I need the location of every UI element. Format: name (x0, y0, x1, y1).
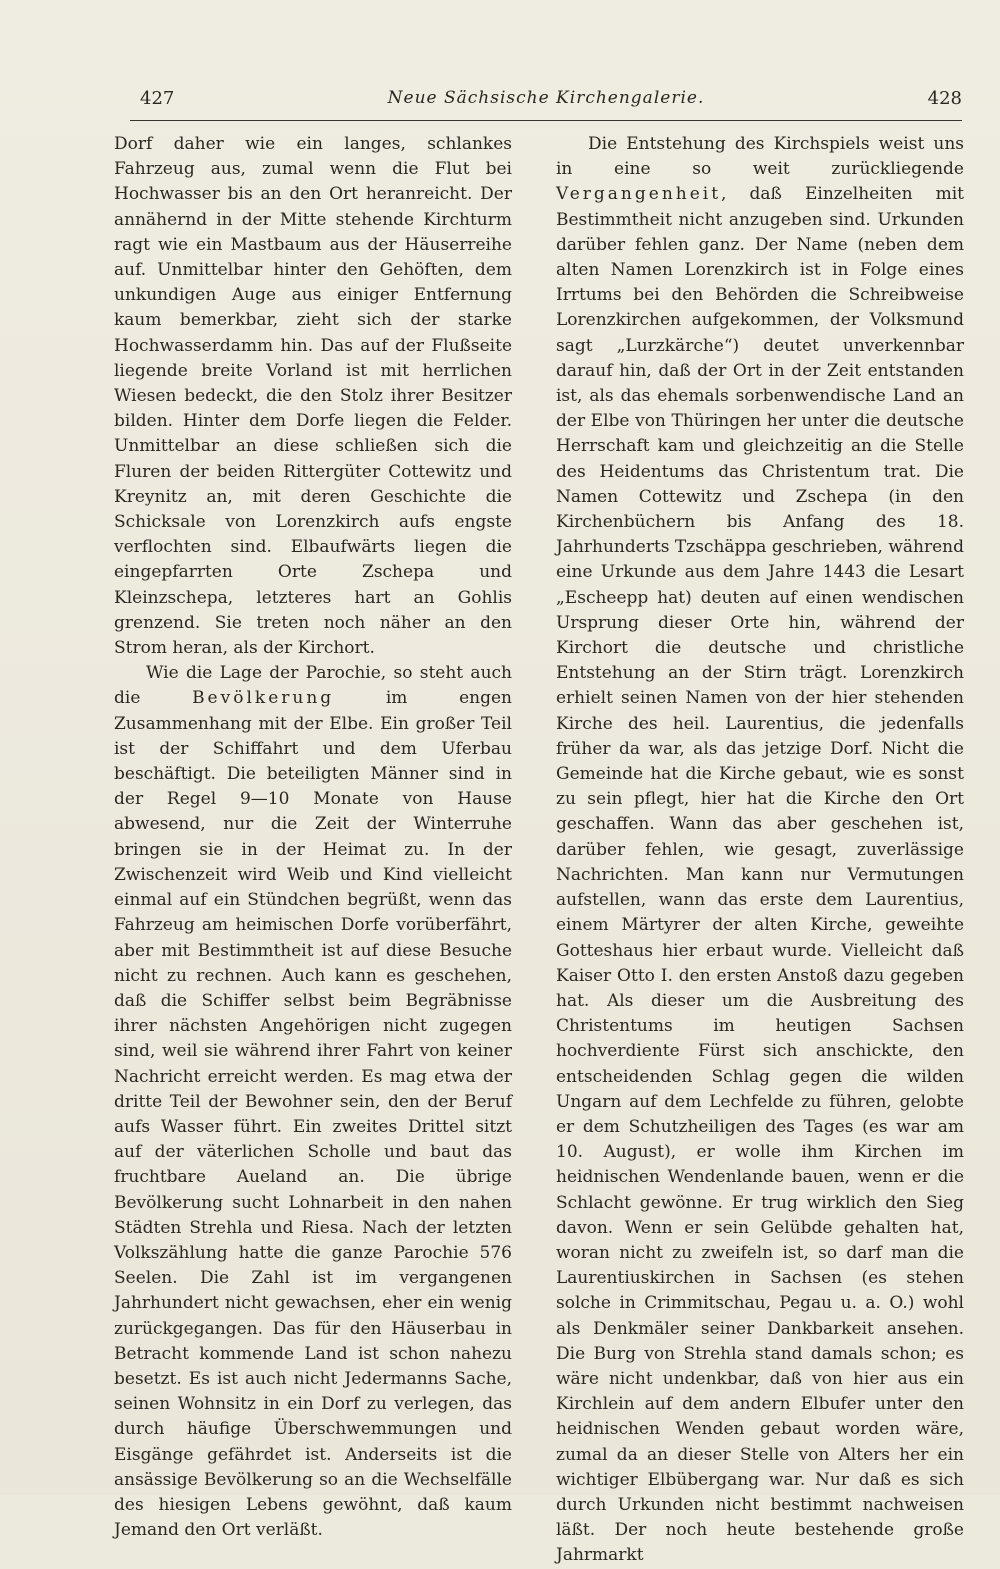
page-number-left: 427 (140, 88, 175, 109)
paragraph: Dorf daher wie ein langes, schlankes Fahrzeug aus, zumal wenn die Flut bei Hochwasser bis an den Ort heranreicht. Der annähernd in der Mitte stehende Kirchturm ragt wie ein Mastbaum aus der Häuserreihe auf. Unmittelbar hinter den Gehöften, dem unkundigen Auge aus einiger Entfernung kaum bemerkbar, zieht sich der starke Hochwasserdamm hin. Das auf der Flußseite liegende breite Vorland ist mit herrlichen Wiesen bedeckt, die den Stolz ihrer Besitzer bilden. Hinter dem Dorfe liegen die Felder. Unmittelbar an diese schließen sich die Fluren der beiden Rittergüter Cottewitz und Kreynitz an, mit deren Geschichte die Schicksale von Lorenzkirch aufs engste verflochten sind. Elbaufwärts liegen die eingepfarrten Orte Zschepa und Kleinzschepa, letzteres hart an Gohlis grenzend. Sie treten noch näher an den Strom heran, als der Kirchort. (114, 134, 512, 659)
page-header (130, 88, 962, 121)
paragraph (556, 132, 964, 1569)
right-column (556, 132, 964, 1566)
running-title: Neue Sächsische Kirchengalerie. (387, 88, 705, 108)
text-span: Die Entstehung des Kirchspiels weist uns in eine so weit zurückliegende (556, 134, 964, 180)
text-span: Wie die Lage der Parochie, so steht auch die (114, 663, 512, 709)
paragraph (114, 661, 512, 1543)
emphasized-term: Vergangenheit (556, 184, 722, 205)
emphasized-term: Bevölkerung (192, 688, 335, 709)
text-span: , daß Einzelheiten mit Bestimmtheit nicht anzugeben sind. Urkunden darüber fehlen ganz. Der Name (neben dem alten Namen Lorenzkirch ist in Folge eines Irrtums bei den Behörden die Schreibweise Lorenzkirchen aufgekommen, der Volksmund sagt „Lurzkärche“) deutet unverkennbar darauf hin, daß der Ort in der Zeit entstanden ist, als das ehemals sorbenwendische Land an der Elbe von Thüringen her unter die deutsche Herrschaft kam und gleichzeitig an die Stelle des Heidentums das Christentum trat. Die Namen Cottewitz und Zschepa (in den Kirchenbüchern bis Anfang des 18. Jahrhunderts Tzschäppa geschrieben, während eine Urkunde aus dem Jahre 1443 die Lesart „Escheepp hat) deuten auf einen wendischen Ursprung dieser Orte hin, während der Kirchort die deutsche und christliche Entstehung an der Stirn trägt. Lorenzkirch erhielt seinen Namen von der hier stehenden Kirche des heil. Laurentius, die jedenfalls früher da war, als das jetzige Dorf. Nicht die Gemeinde hat die Kirche gebaut, wie es sonst zu sein pflegt, hier hat die Kirche den Ort geschaffen. Wann das aber geschehen ist, darüber fehlen, wie gesagt, zuverlässige Nachrichten. Man kann nur Vermutungen aufstellen, wann das erste dem Laurentius, einem Märtyrer der alten Kirche, geweihte Gotteshaus hier erbaut wurde. Vielleicht daß Kaiser Otto I. den ersten Anstoß dazu gegeben hat. Als dieser um die Ausbreitung des Christentums im heutigen Sachsen hochverdiente Fürst sich anschickte, den entscheidenden Schlag gegen die wilden Ungarn auf dem Lechfelde zu führen, gelobte er dem Schutzheiligen des Tages (es war am 10. August), er wolle ihm Kirchen im heidnischen Wendenlande bauen, wenn er die Schlacht gewönne. Er trug wirklich den Sieg davon. Wenn er sein Gelübde gehalten hat, woran nicht zu zweifeln ist, so darf man die Laurentiuskirchen in Sachsen (es stehen solche in Crimmitschau, Pegau u. a. O.) wohl als Denkmäler seiner Dankbarkeit ansehen. Die Burg von Strehla stand damals schon; es wäre nicht undenkbar, daß von hier aus ein Kirchlein auf dem andern Elbufer unter den heidnischen Wenden gebaut worden wäre, zumal da an dieser Stelle von Alters her ein wichtiger Elbübergang war. Nur daß es sich durch Urkunden nicht bestimmt nachweisen läßt. Der noch heute bestehende große Jahrmarkt (556, 184, 964, 1566)
left-column (114, 132, 512, 1541)
page-number-right: 428 (927, 88, 962, 109)
text-span: im engen Zusammenhang mit der Elbe. Ein großer Teil ist der Schiffahrt und dem Uferbau beschäftigt. Die beteiligten Männer sind in der Regel 9—10 Monate von Hause abwesend, nur die Zeit der Winterruhe bringen sie in der Heimat zu. In der Zwischenzeit wird Weib und Kind vielleicht einmal auf ein Stündchen begrüßt, wenn das Fahrzeug am heimischen Dorfe vorüberfährt, aber mit Bestimmtheit ist auf diese Besuche nicht zu rechnen. Auch kann es geschehen, daß die Schiffer selbst beim Begräbnisse ihrer nächsten Angehörigen nicht zugegen sind, weil sie während ihrer Fahrt von keiner Nachricht erreicht werden. Es mag etwa der dritte Teil der Bewohner sein, den der Beruf aufs Wasser führt. Ein zweites Drittel sitzt auf der väterlichen Scholle und baut das fruchtbare Aueland an. Die übrige Bevölkerung sucht Lohnarbeit in den nahen Städten Strehla und Riesa. Nach der letzten Volkszählung hatte die ganze Parochie 576 Seelen. Die Zahl ist im vergangenen Jahrhundert nicht gewachsen, eher ein wenig zurückgegangen. Das für den Häuserbau in Betracht kommende Land ist schon nahezu besetzt. Es ist auch nicht Jedermanns Sache, seinen Wohnsitz in ein Dorf zu verlegen, das durch häufige Überschwemmungen und Eisgänge gefährdet ist. Anderseits ist die ansässige Bevölkerung so an die Wechselfälle des hiesigen Lebens gewöhnt, daß kaum Jemand den Ort verläßt. (114, 688, 512, 1541)
